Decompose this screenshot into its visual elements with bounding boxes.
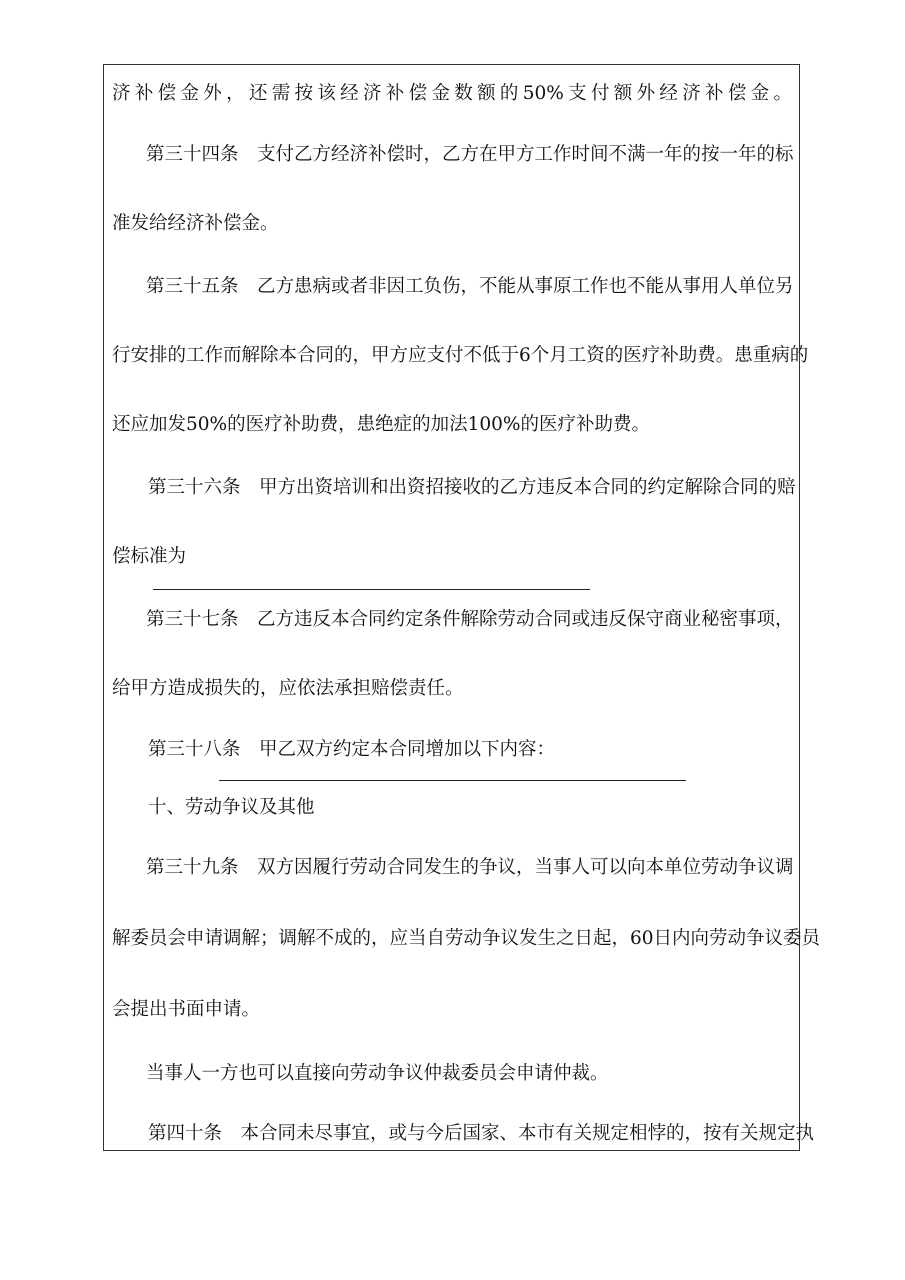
- article-35-line-2: 行安排的工作而解除本合同的，甲方应支付不低于6个月工资的医疗补助费。患重病的: [112, 345, 809, 366]
- blank-fill-line: [219, 780, 686, 781]
- article-36-line-1: 第三十六条 甲方出资培训和出资招接收的乙方违反本合同的约定解除合同的赔: [148, 477, 796, 498]
- article-34-line-2: 准发给经济补偿金。: [112, 213, 279, 234]
- article-34-line-1: 第三十四条 支付乙方经济补偿时，乙方在甲方工作时间不满一年的按一年的标: [146, 144, 794, 165]
- article-39-paragraph-2: 当事人一方也可以直接向劳动争议仲裁委员会申请仲裁。: [146, 1063, 609, 1084]
- article-38-line-1: 第三十八条 甲乙双方约定本合同增加以下内容：: [148, 739, 556, 760]
- article-37-line-2: 给甲方造成损失的，应依法承担赔偿责任。: [112, 678, 464, 699]
- article-35-line-1: 第三十五条 乙方患病或者非因工负伤，不能从事原工作也不能从事用人单位另: [146, 276, 794, 297]
- article-37-line-1: 第三十七条 乙方违反本合同约定条件解除劳动合同或违反保守商业秘密事项，: [146, 609, 794, 630]
- section-10-heading: 十、劳动争议及其他: [148, 797, 315, 818]
- paragraph-line: 济补偿金外，还需按该经济补偿金数额的50%支付额外经济补偿金。: [112, 83, 792, 104]
- article-39-line-2: 解委员会申请调解；调解不成的，应当自劳动争议发生之日起，60日内向劳动争议委员: [112, 928, 821, 949]
- article-39-line-1: 第三十九条 双方因履行劳动合同发生的争议，当事人可以向本单位劳动争议调: [146, 857, 794, 878]
- article-40-line-1: 第四十条 本合同未尽事宜，或与今后国家、本市有关规定相悖的，按有关规定执: [148, 1123, 815, 1144]
- article-35-line-3: 还应加发50%的医疗补助费，患绝症的加法100%的医疗补助费。: [112, 414, 651, 435]
- article-39-line-3: 会提出书面申请。: [112, 999, 261, 1020]
- blank-fill-line: [153, 589, 590, 590]
- article-36-line-2: 偿标准为: [112, 546, 187, 567]
